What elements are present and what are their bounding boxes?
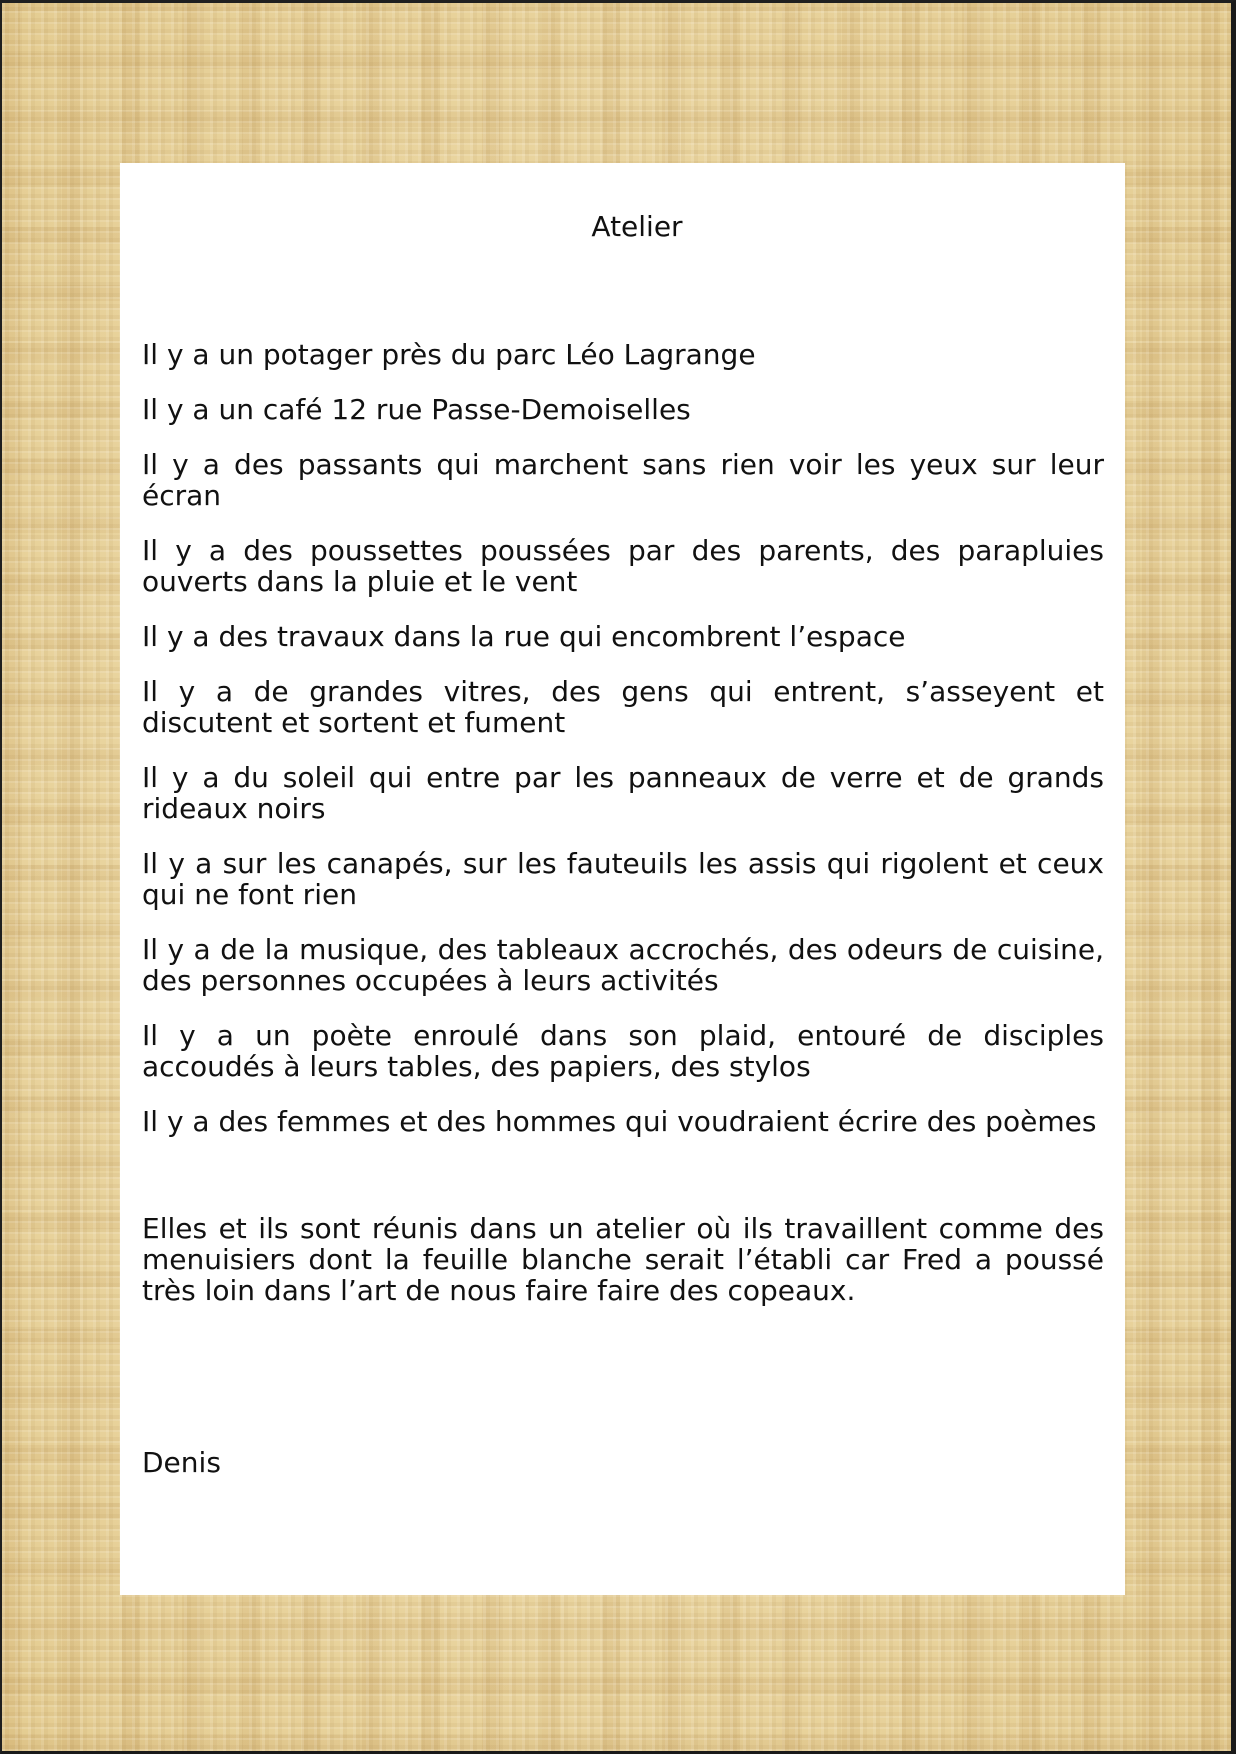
signature: Denis — [142, 1446, 221, 1479]
poem-line: Il y a des femmes et des hommes qui voudraient écrire des poèmes — [142, 1105, 1097, 1138]
poem-line: Il y a sur les canapés, sur les fauteuils les assis qui rigolent et ceux qui ne font rien — [142, 847, 1104, 911]
poem-line: Il y a un poète enroulé dans son plaid, entouré de disciples accoudés à leurs tables, des papiers, des stylos — [142, 1019, 1104, 1083]
poem-line: Il y a des poussettes poussées par des parents, des parapluies ouverts dans la pluie et le vent — [142, 534, 1104, 598]
poem-line: Il y a des travaux dans la rue qui encombrent l’espace — [142, 620, 906, 653]
poem-lines — [142, 339, 1104, 1137]
poem-line: Il y a de grandes vitres, des gens qui entrent, s’asseyent et discutent et sortent et fument — [142, 675, 1104, 739]
poem-line: Il y a des passants qui marchent sans rien voir les yeux sur leur écran — [142, 448, 1104, 512]
closing-paragraph: Elles et ils sont réunis dans un atelier où ils travaillent comme des menuisiers dont la feuille blanche serait l’établi car Fred a poussé très loin dans l’art de nous faire faire des copeaux. — [142, 1212, 1104, 1307]
document-title: Atelier — [591, 210, 683, 243]
poem-line: Il y a un potager près du parc Léo Lagrange — [142, 338, 756, 371]
poem-line: Il y a du soleil qui entre par les panneaux de verre et de grands rideaux noirs — [142, 761, 1104, 825]
poem-line: Il y a un café 12 rue Passe-Demoiselles — [142, 393, 691, 426]
document-sheet — [120, 163, 1125, 1595]
poem-line: Il y a de la musique, des tableaux accrochés, des odeurs de cuisine, des personnes occupées à leurs activités — [142, 933, 1104, 997]
